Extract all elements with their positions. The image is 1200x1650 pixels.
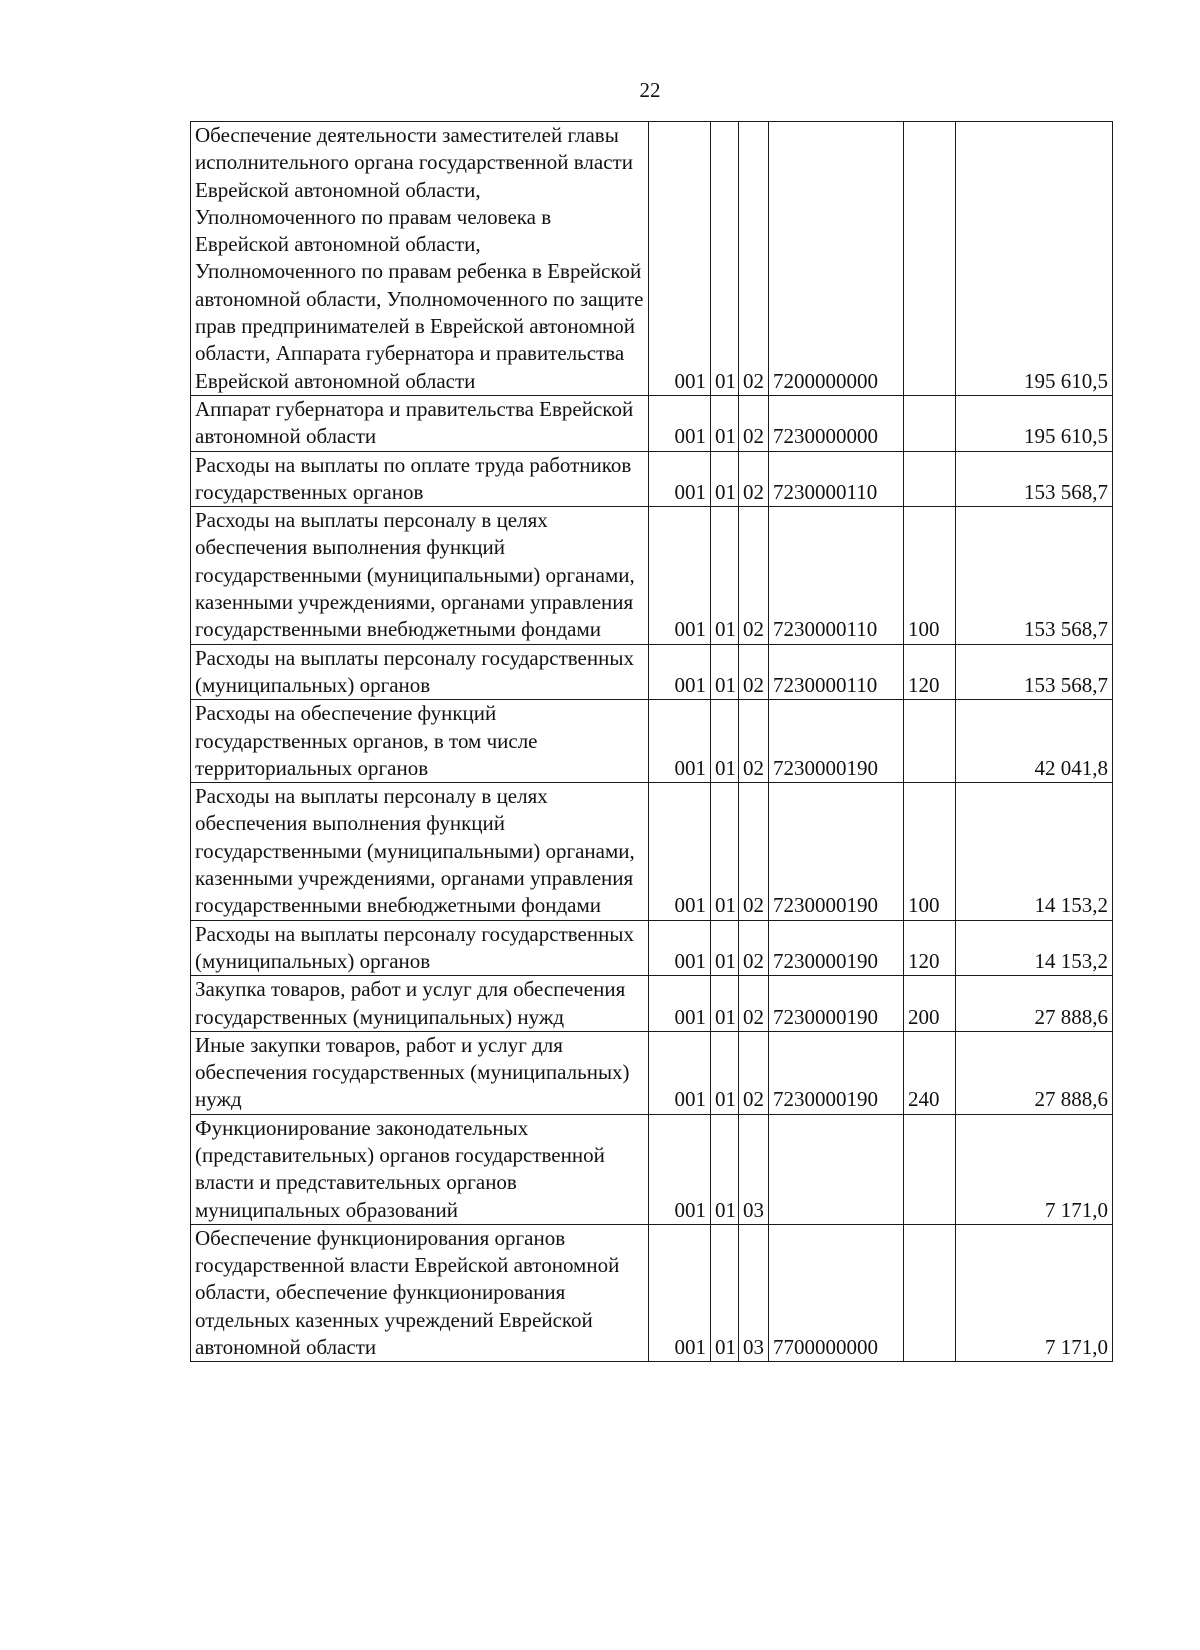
expense-type-code-cell xyxy=(904,1114,956,1224)
budget-table-body xyxy=(191,122,1113,1362)
table-row xyxy=(191,1224,1113,1361)
table-row xyxy=(191,122,1113,396)
subsection-code-cell: 02 xyxy=(739,1031,769,1114)
target-item-code-cell: 7230000190 xyxy=(769,700,904,783)
ministry-code-cell: 001 xyxy=(649,122,711,396)
table-row xyxy=(191,700,1113,783)
table-row xyxy=(191,1114,1113,1224)
target-item-code-cell: 7230000190 xyxy=(769,920,904,976)
section-code-cell: 01 xyxy=(711,1114,739,1224)
section-code-cell: 01 xyxy=(711,700,739,783)
amount-cell: 27 888,6 xyxy=(956,1031,1113,1114)
section-code-cell: 01 xyxy=(711,395,739,451)
expense-name-cell: Расходы на выплаты персоналу государственных (муниципальных) органов xyxy=(191,920,649,976)
page-number: 22 xyxy=(639,78,661,102)
table-row xyxy=(191,451,1113,507)
section-code-cell: 01 xyxy=(711,1031,739,1114)
table-row xyxy=(191,920,1113,976)
table-row xyxy=(191,395,1113,451)
subsection-code-cell: 03 xyxy=(739,1114,769,1224)
section-code-cell: 01 xyxy=(711,644,739,700)
expense-type-code-cell: 240 xyxy=(904,1031,956,1114)
amount-cell: 14 153,2 xyxy=(956,920,1113,976)
amount-cell: 42 041,8 xyxy=(956,700,1113,783)
ministry-code-cell: 001 xyxy=(649,644,711,700)
target-item-code-cell: 7230000190 xyxy=(769,1031,904,1114)
target-item-code-cell: 7230000110 xyxy=(769,451,904,507)
expense-name-cell: Закупка товаров, работ и услуг для обеспечения государственных (муниципальных) нужд xyxy=(191,976,649,1032)
ministry-code-cell: 001 xyxy=(649,395,711,451)
table-row xyxy=(191,976,1113,1032)
expense-name-cell: Функционирование законодательных (представительных) органов государственной власти и представительных органов муниципальных образований xyxy=(191,1114,649,1224)
amount-cell: 153 568,7 xyxy=(956,644,1113,700)
amount-cell: 14 153,2 xyxy=(956,783,1113,920)
subsection-code-cell: 02 xyxy=(739,122,769,396)
expense-type-code-cell xyxy=(904,451,956,507)
table-row xyxy=(191,507,1113,644)
expense-name-cell: Обеспечение деятельности заместителей главы исполнительного органа государственной власти Еврейской автономной области, Уполномоченного по правам человека в Еврейской автономной области, Уполномоченного по правам ребенка в Еврейской автономной области, Уполномоченного по защите прав предпринимателей в Еврейской автономной области, Аппарата губернатора и правительства Еврейской автономной области xyxy=(191,122,649,396)
expense-type-code-cell: 120 xyxy=(904,644,956,700)
section-code-cell: 01 xyxy=(711,976,739,1032)
subsection-code-cell: 02 xyxy=(739,507,769,644)
target-item-code-cell: 7230000110 xyxy=(769,507,904,644)
subsection-code-cell: 02 xyxy=(739,395,769,451)
budget-table xyxy=(190,121,1113,1362)
expense-type-code-cell: 100 xyxy=(904,507,956,644)
section-code-cell: 01 xyxy=(711,1224,739,1361)
expense-type-code-cell: 120 xyxy=(904,920,956,976)
ministry-code-cell: 001 xyxy=(649,1031,711,1114)
amount-cell: 7 171,0 xyxy=(956,1114,1113,1224)
target-item-code-cell xyxy=(769,1114,904,1224)
subsection-code-cell: 02 xyxy=(739,451,769,507)
section-code-cell: 01 xyxy=(711,507,739,644)
section-code-cell: 01 xyxy=(711,783,739,920)
target-item-code-cell: 7230000190 xyxy=(769,783,904,920)
table-row xyxy=(191,644,1113,700)
expense-type-code-cell: 100 xyxy=(904,783,956,920)
expense-name-cell: Расходы на выплаты персоналу в целях обеспечения выполнения функций государственными (муниципальными) органами, казенными учреждениями, органами управления государственными внебюджетными фондами xyxy=(191,507,649,644)
expense-type-code-cell: 200 xyxy=(904,976,956,1032)
ministry-code-cell: 001 xyxy=(649,700,711,783)
ministry-code-cell: 001 xyxy=(649,1224,711,1361)
amount-cell: 27 888,6 xyxy=(956,976,1113,1032)
target-item-code-cell: 7200000000 xyxy=(769,122,904,396)
ministry-code-cell: 001 xyxy=(649,920,711,976)
expense-name-cell: Аппарат губернатора и правительства Еврейской автономной области xyxy=(191,395,649,451)
expense-type-code-cell xyxy=(904,1224,956,1361)
ministry-code-cell: 001 xyxy=(649,507,711,644)
subsection-code-cell: 02 xyxy=(739,644,769,700)
expense-name-cell: Обеспечение функционирования органов государственной власти Еврейской автономной области, обеспечение функционирования отдельных казенных учреждений Еврейской автономной области xyxy=(191,1224,649,1361)
target-item-code-cell: 7230000000 xyxy=(769,395,904,451)
amount-cell: 7 171,0 xyxy=(956,1224,1113,1361)
expense-name-cell: Иные закупки товаров, работ и услуг для обеспечения государственных (муниципальных) нужд xyxy=(191,1031,649,1114)
amount-cell: 153 568,7 xyxy=(956,451,1113,507)
table-row xyxy=(191,783,1113,920)
subsection-code-cell: 02 xyxy=(739,976,769,1032)
expense-name-cell: Расходы на выплаты персоналу государственных (муниципальных) органов xyxy=(191,644,649,700)
subsection-code-cell: 03 xyxy=(739,1224,769,1361)
section-code-cell: 01 xyxy=(711,451,739,507)
section-code-cell: 01 xyxy=(711,122,739,396)
table-row xyxy=(191,1031,1113,1114)
target-item-code-cell: 7700000000 xyxy=(769,1224,904,1361)
amount-cell: 153 568,7 xyxy=(956,507,1113,644)
subsection-code-cell: 02 xyxy=(739,783,769,920)
ministry-code-cell: 001 xyxy=(649,783,711,920)
ministry-code-cell: 001 xyxy=(649,451,711,507)
target-item-code-cell: 7230000190 xyxy=(769,976,904,1032)
subsection-code-cell: 02 xyxy=(739,700,769,783)
ministry-code-cell: 001 xyxy=(649,976,711,1032)
expense-name-cell: Расходы на выплаты по оплате труда работников государственных органов xyxy=(191,451,649,507)
expense-type-code-cell xyxy=(904,700,956,783)
target-item-code-cell: 7230000110 xyxy=(769,644,904,700)
amount-cell: 195 610,5 xyxy=(956,395,1113,451)
expense-type-code-cell xyxy=(904,122,956,396)
subsection-code-cell: 02 xyxy=(739,920,769,976)
expense-type-code-cell xyxy=(904,395,956,451)
expense-name-cell: Расходы на выплаты персоналу в целях обеспечения выполнения функций государственными (муниципальными) органами, казенными учреждениями, органами управления государственными внебюджетными фондами xyxy=(191,783,649,920)
ministry-code-cell: 001 xyxy=(649,1114,711,1224)
amount-cell: 195 610,5 xyxy=(956,122,1113,396)
expense-name-cell: Расходы на обеспечение функций государственных органов, в том числе территориальных органов xyxy=(191,700,649,783)
section-code-cell: 01 xyxy=(711,920,739,976)
